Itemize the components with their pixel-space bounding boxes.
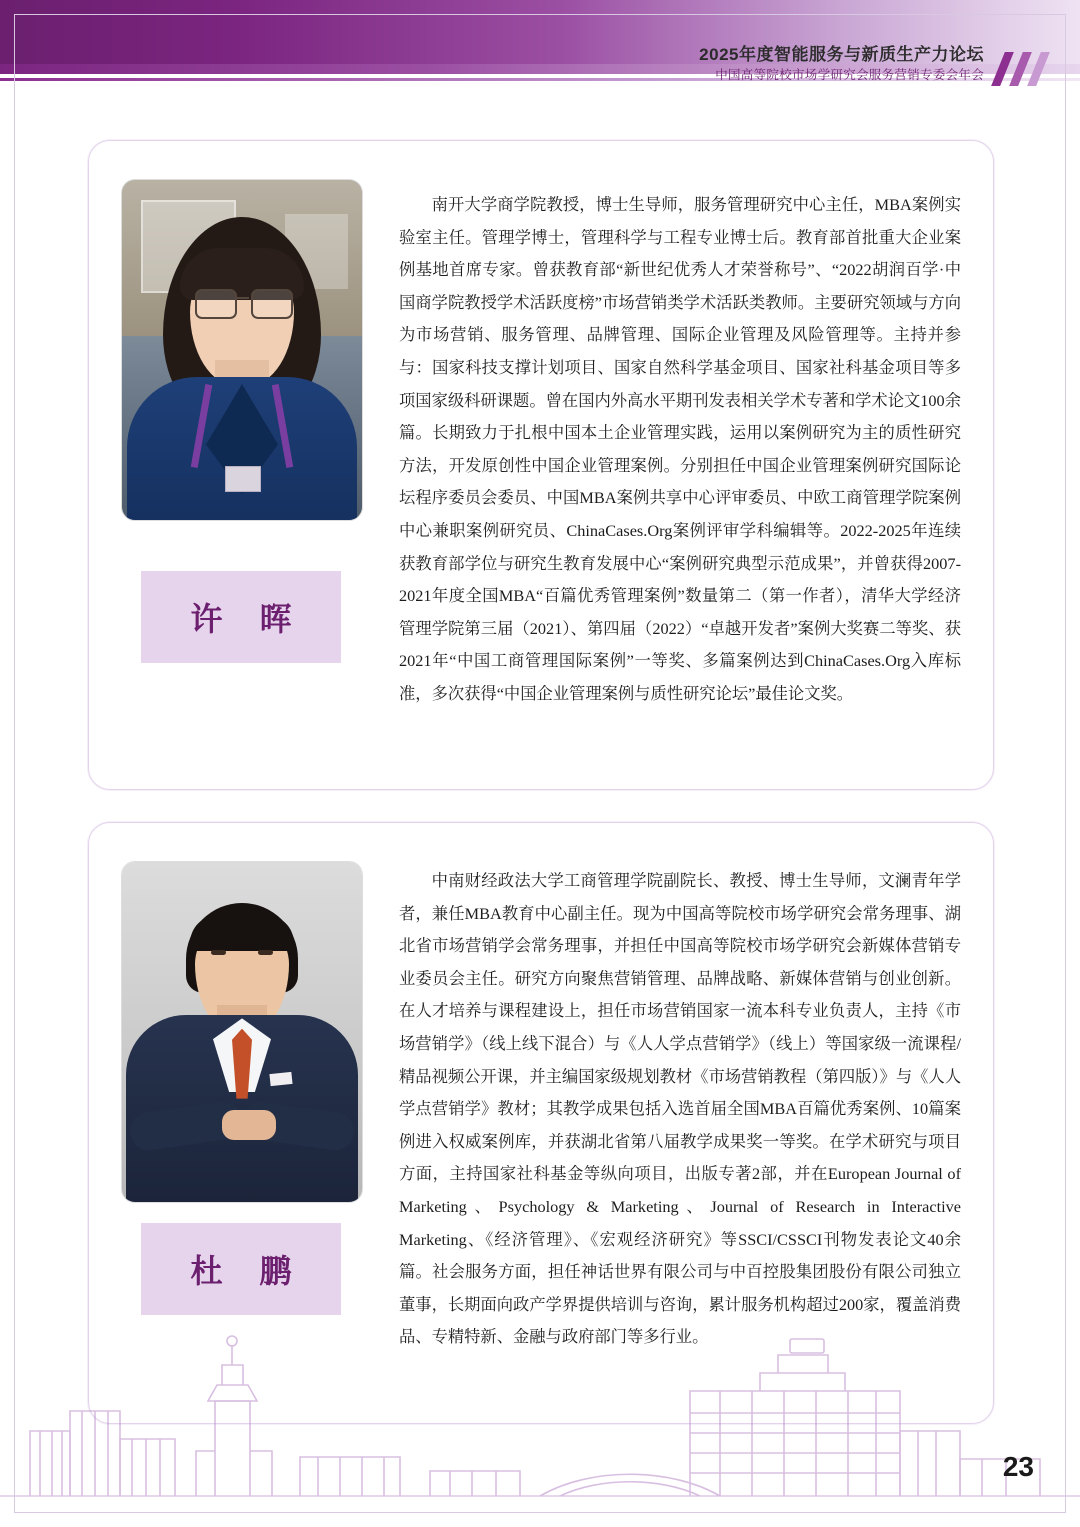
- speaker-bio: 南开大学商学院教授，博士生导师，服务管理研究中心主任，MBA案例实验室主任。管理学博士，管理科学与工程专业博士后。教育部首批重大企业案例基地首席专家。曾获教育部“新世纪优秀人才荣誉称号”、“2022胡润百学·中国商学院教授学术活跃度榜”市场营销类学术活跃类教师。主要研究领域与方向为市场营销、服务管理、品牌管理、国际企业管理及风险管理等。主持并参与：国家科技支撑计划项目、国家自然科学基金项目、国家社科基金项目等多项国家级科研课题。曾在国内外高水平期刊发表相关学术专著和学术论文100余篇。长期致力于扎根中国本土企业管理实践，运用以案例研究为主的质性研究方法，开发原创性中国企业管理案例。分别担任中国企业管理案例研究国际论坛程序委员会委员、中国MBA案例共享中心评审委员、中欧工商管理学院案例中心兼职案例研究员、ChinaCases.Org案例评审学科编辑等。2022-2025年连续获教育部学位与研究生教育发展中心“案例研究典型示范成果”，并曾获得2007-2021年度全国MBA“百篇优秀管理案例”数量第二（第一作者），清华大学经济管理学院第三届（2021）、第四届（2022）“卓越开发者”案例大奖赛二等奖、获2021年“中国工商管理国际案例”一等奖、多篇案例达到ChinaCases.Org入库标准，多次获得“中国企业管理案例与质性研究论坛”最佳论文奖。: [399, 195, 961, 703]
- speaker-name-plate: [141, 571, 341, 663]
- speaker-name-plate: [141, 1223, 341, 1315]
- speaker-card: [88, 140, 994, 790]
- speaker-bio: 中南财经政法大学工商管理学院副院长、教授、博士生导师，文澜青年学者，兼任MBA教育中心副主任。现为中国高等院校市场学研究会常务理事、湖北省市场营销学会常务理事，并担任中国高等院校市场学研究会新媒体营销专业委员会主任。研究方向聚焦营销管理、品牌战略、新媒体营销与创业创新。在人才培养与课程建设上，担任市场营销国家一流本科专业负责人，主持《市场营销学》（线上线下混合）与《人人学点营销学》（线上）等国家级一流课程/精品视频公开课，并主编国家级规划教材《市场营销教程（第四版）》与《人人学点营销学》教材；其教学成果包括入选首届全国MBA百篇优秀案例、10篇案例进入权威案例库，并获湖北省第八届教学成果奖一等奖。在学术研究与项目方面，主持国家社科基金等纵向项目，出版专著2部，并在European Journal of Marketing、Psychology & Marketing、Journal of Research in Interactive Marketing、《经济管理》、《宏观经济研究》等SSCI/CSSCI刊物发表论文40余篇。社会服务方面，担任神话世界有限公司与中百控股集团股份有限公司独立董事，长期面向政产学界提供培训与咨询，累计服务机构超过200家，覆盖消费品、专精特新、金融与政府部门等多行业。: [399, 871, 961, 1347]
- header-title: 2025年度智能服务与新质生产力论坛: [699, 45, 984, 64]
- diagonal-stripes-icon: [992, 52, 1062, 86]
- speaker-name: 杜 鹏: [190, 1253, 306, 1289]
- footer-divider: [14, 1512, 1066, 1513]
- header-subtitle: 中国高等院校市场学研究会服务营销专委会年会: [715, 68, 984, 83]
- page-header: [0, 0, 1080, 118]
- speaker-photo: [121, 861, 363, 1203]
- speaker-card: [88, 822, 994, 1424]
- speaker-photo: [121, 179, 363, 521]
- speaker-name: 许 晖: [190, 601, 306, 637]
- page-number: 23: [1002, 1451, 1034, 1482]
- header-text-block: [699, 44, 984, 84]
